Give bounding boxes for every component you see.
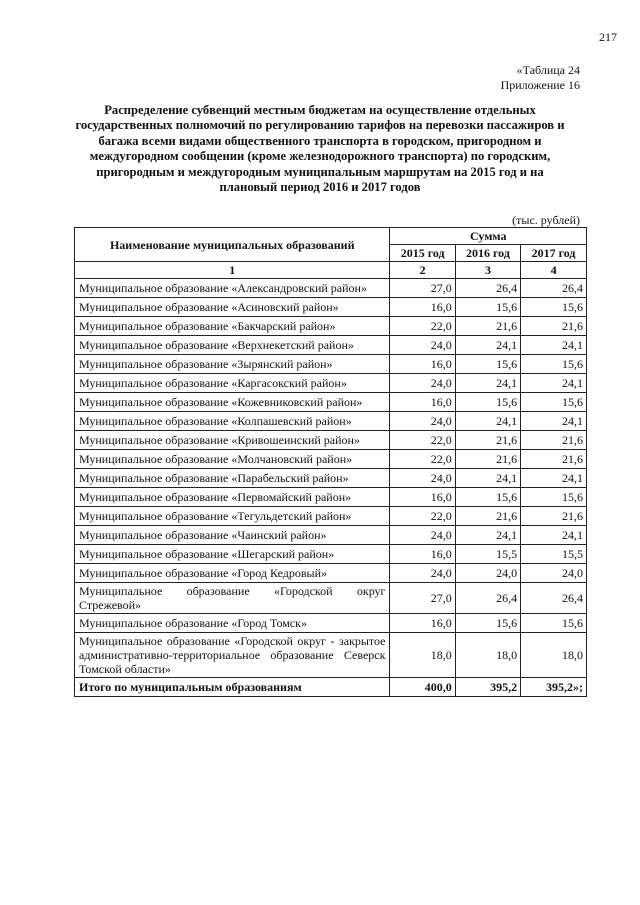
row-value-2015: 24,0	[390, 336, 455, 355]
table-row	[75, 564, 587, 583]
row-name: Муниципальное образование «Кожевниковский район»	[75, 393, 390, 412]
table-row	[75, 583, 587, 614]
header-num-4: 4	[521, 262, 587, 279]
header-sum: Сумма	[390, 228, 587, 245]
row-value-2016: 15,6	[455, 488, 520, 507]
row-value-2016: 24,1	[455, 469, 520, 488]
table-caption	[501, 63, 580, 93]
table-row	[75, 374, 587, 393]
row-value-2017: 26,4	[521, 279, 587, 298]
table-row	[75, 317, 587, 336]
appendix-label: Приложение 16	[500, 78, 580, 92]
row-name: Муниципальное образование «Бакчарский район»	[75, 317, 390, 336]
row-name: Муниципальное образование «Первомайский район»	[75, 488, 390, 507]
units-label: (тыс. рублей)	[512, 213, 580, 227]
table-row	[75, 545, 587, 564]
row-value-2017: 24,1	[521, 526, 587, 545]
row-value-2016: 26,4	[455, 583, 520, 614]
row-name: Муниципальное образование «Чаинский район»	[75, 526, 390, 545]
row-value-2015: 22,0	[390, 317, 455, 336]
row-name: Муниципальное образование «Александровский район»	[75, 279, 390, 298]
row-value-2015: 24,0	[390, 374, 455, 393]
table-row	[75, 393, 587, 412]
row-name: Муниципальное образование «Колпашевский район»	[75, 412, 390, 431]
header-num-2: 2	[390, 262, 455, 279]
row-value-2016: 18,0	[455, 633, 520, 678]
row-value-2016: 24,1	[455, 526, 520, 545]
row-value-2017: 21,6	[521, 507, 587, 526]
row-value-2015: 24,0	[390, 526, 455, 545]
row-value-2017: 15,6	[521, 488, 587, 507]
row-value-2017: 21,6	[521, 317, 587, 336]
row-value-2015: 16,0	[390, 298, 455, 317]
table-row	[75, 507, 587, 526]
table-row	[75, 526, 587, 545]
row-value-2015: 22,0	[390, 431, 455, 450]
table-row	[75, 279, 587, 298]
table-body	[75, 279, 587, 697]
row-value-2015: 22,0	[390, 507, 455, 526]
row-value-2017: 24,1	[521, 374, 587, 393]
header-year-2015: 2015 год	[390, 245, 455, 262]
row-value-2017: 18,0	[521, 633, 587, 678]
total-label: Итого по муниципальным образованиям	[75, 678, 390, 697]
row-value-2017: 24,1	[521, 412, 587, 431]
row-value-2017: 15,5	[521, 545, 587, 564]
row-value-2017: 15,6	[521, 298, 587, 317]
row-value-2015: 27,0	[390, 583, 455, 614]
row-name: Муниципальное образование «Городской округ Стрежевой»	[75, 583, 390, 614]
row-name: Муниципальное образование «Город Томск»	[75, 614, 390, 633]
row-value-2016: 15,5	[455, 545, 520, 564]
row-value-2017: 21,6	[521, 431, 587, 450]
header-year-2017: 2017 год	[521, 245, 587, 262]
table-row	[75, 412, 587, 431]
row-name: Муниципальное образование «Кривошеинский район»	[75, 431, 390, 450]
row-value-2015: 18,0	[390, 633, 455, 678]
row-value-2016: 21,6	[455, 450, 520, 469]
row-name: Муниципальное образование «Каргасокский район»	[75, 374, 390, 393]
table-row	[75, 633, 587, 678]
row-value-2017: 24,0	[521, 564, 587, 583]
row-value-2015: 24,0	[390, 469, 455, 488]
row-value-2017: 26,4	[521, 583, 587, 614]
row-value-2017: 15,6	[521, 355, 587, 374]
row-value-2015: 16,0	[390, 545, 455, 564]
row-name: Муниципальное образование «Зырянский район»	[75, 355, 390, 374]
row-value-2016: 15,6	[455, 298, 520, 317]
row-value-2015: 22,0	[390, 450, 455, 469]
row-name: Муниципальное образование «Городской округ - закрытое административно-территориальное образование Северск Томской области»	[75, 633, 390, 678]
table-row	[75, 336, 587, 355]
row-value-2015: 24,0	[390, 412, 455, 431]
row-name: Муниципальное образование «Тегульдетский район»	[75, 507, 390, 526]
row-name: Муниципальное образование «Шегарский район»	[75, 545, 390, 564]
row-value-2016: 24,0	[455, 564, 520, 583]
row-name: Муниципальное образование «Верхнекетский район»	[75, 336, 390, 355]
page-number: 217	[599, 30, 617, 44]
total-2017: 395,2»;	[521, 678, 587, 697]
table-row	[75, 298, 587, 317]
row-value-2016: 21,6	[455, 507, 520, 526]
header-name: Наименование муниципальных образований	[75, 228, 390, 262]
table-row	[75, 469, 587, 488]
row-value-2015: 27,0	[390, 279, 455, 298]
table-row	[75, 431, 587, 450]
row-value-2015: 16,0	[390, 393, 455, 412]
row-name: Муниципальное образование «Город Кедровый»	[75, 564, 390, 583]
row-value-2016: 15,6	[455, 393, 520, 412]
table-label: «Таблица 24	[516, 63, 580, 77]
header-num-3: 3	[455, 262, 520, 279]
row-value-2016: 24,1	[455, 412, 520, 431]
subsidy-table	[74, 227, 587, 697]
row-value-2016: 24,1	[455, 374, 520, 393]
document-title: Распределение субвенций местным бюджетам на осуществление отдельных государственных полномочий по регулированию тарифов на перевозки пассажиров и багажа всеми видами общественного транспорта в городском, пригородном и междугородном сообщении (кроме железнодорожного транспорта) по городским, пригородным и междугородным муниципальным маршрутам на 2015 год и на плановый период 2016 и 2017 годов	[75, 103, 565, 195]
row-name: Муниципальное образование «Молчановский район»	[75, 450, 390, 469]
table-row	[75, 355, 587, 374]
total-row	[75, 678, 587, 697]
row-value-2017: 15,6	[521, 393, 587, 412]
table-row	[75, 614, 587, 633]
row-value-2015: 16,0	[390, 614, 455, 633]
row-value-2017: 24,1	[521, 469, 587, 488]
row-value-2016: 26,4	[455, 279, 520, 298]
total-2015: 400,0	[390, 678, 455, 697]
row-name: Муниципальное образование «Парабельский район»	[75, 469, 390, 488]
row-value-2015: 24,0	[390, 564, 455, 583]
row-value-2015: 16,0	[390, 488, 455, 507]
row-value-2016: 21,6	[455, 431, 520, 450]
row-value-2016: 24,1	[455, 336, 520, 355]
row-value-2017: 21,6	[521, 450, 587, 469]
table-row	[75, 488, 587, 507]
row-value-2017: 24,1	[521, 336, 587, 355]
row-value-2015: 16,0	[390, 355, 455, 374]
row-value-2016: 15,6	[455, 355, 520, 374]
header-num-1: 1	[75, 262, 390, 279]
row-value-2017: 15,6	[521, 614, 587, 633]
total-2016: 395,2	[455, 678, 520, 697]
row-value-2016: 15,6	[455, 614, 520, 633]
row-value-2016: 21,6	[455, 317, 520, 336]
table-row	[75, 450, 587, 469]
row-name: Муниципальное образование «Асиновский район»	[75, 298, 390, 317]
header-year-2016: 2016 год	[455, 245, 520, 262]
